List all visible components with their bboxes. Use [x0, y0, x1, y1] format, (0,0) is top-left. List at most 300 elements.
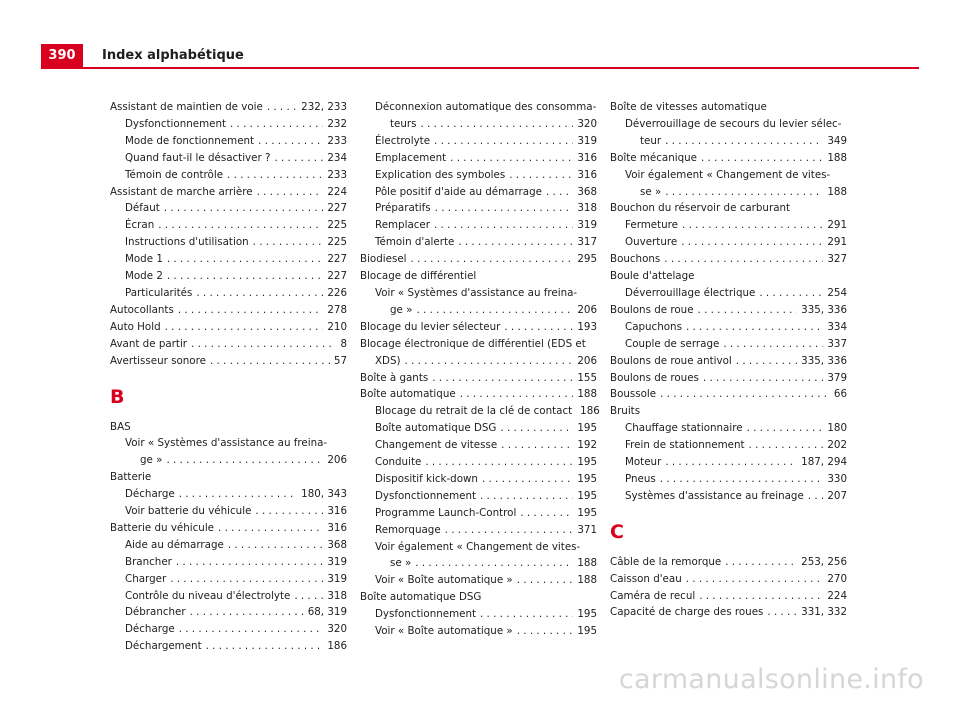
- index-subentry: [610, 420, 847, 437]
- index-subentry: [610, 116, 847, 150]
- watermark: carmanualsonline.info: [618, 664, 924, 695]
- dot-leader: [179, 621, 324, 638]
- page-reference: 187, 294: [801, 456, 847, 469]
- index-subentry: [110, 537, 347, 554]
- page-reference: 317: [577, 236, 597, 249]
- dot-leader: [421, 116, 574, 133]
- index-entry: [610, 604, 847, 621]
- entry-label: Remorquage: [375, 523, 441, 536]
- header-rule: [41, 67, 919, 69]
- index-subentry: [360, 454, 597, 471]
- entry-label: Voir également « Changement de vites-: [625, 168, 831, 181]
- page-reference: 318: [577, 202, 597, 215]
- page-reference: 371: [577, 523, 597, 536]
- page-reference: 195: [577, 506, 597, 519]
- dot-leader: [435, 200, 574, 217]
- index-subentry: [110, 285, 347, 302]
- index-entry: [110, 520, 347, 537]
- dot-leader: [210, 353, 330, 370]
- entry-label: Quand faut-il le désactiver ?: [125, 151, 271, 164]
- dot-leader: [178, 302, 324, 319]
- dot-leader: [736, 353, 797, 370]
- index-subentry: [610, 471, 847, 488]
- page-reference: 227: [327, 202, 347, 215]
- entry-label: Chauffage stationnaire: [625, 422, 743, 435]
- dot-leader: [482, 471, 573, 488]
- entry-label: Blocage du levier sélecteur: [360, 320, 501, 333]
- page-reference: 232, 233: [301, 101, 347, 113]
- dot-leader: [660, 471, 824, 488]
- entry-label: Déconnexion automatique des consomma-: [375, 101, 597, 113]
- index-entry: [610, 268, 847, 285]
- entry-label: Bouchon du réservoir de carburant: [610, 202, 791, 215]
- index-subentry: [360, 437, 597, 454]
- page-reference: 192: [577, 439, 597, 452]
- entry-label: Boulons de roue: [610, 303, 694, 316]
- dot-leader: [699, 588, 823, 605]
- entry-label: Fermeture: [625, 219, 679, 232]
- dot-leader: [660, 386, 830, 403]
- page-reference: 233: [327, 168, 347, 181]
- page-reference: 225: [327, 219, 347, 232]
- entry-label: Voir « Systèmes d'assistance au freina-: [125, 437, 328, 450]
- entry-label: Charger: [125, 572, 167, 585]
- page-reference: 320: [577, 117, 597, 130]
- entry-label: Batterie du véhicule: [110, 521, 215, 534]
- entry-label: BAS: [110, 420, 131, 433]
- index-entry: [360, 251, 597, 268]
- entry-label: Caisson d'eau: [610, 572, 682, 585]
- dot-leader: [480, 606, 573, 623]
- dot-leader: [686, 319, 823, 336]
- entry-label: Débrancher: [125, 606, 186, 619]
- page-reference: 379: [827, 371, 847, 384]
- entry-label: Blocage électronique de différentiel (EDS et: [360, 337, 586, 350]
- entry-label: Boussole: [610, 388, 657, 401]
- page-reference: 327: [827, 253, 847, 266]
- dot-leader: [504, 319, 573, 336]
- entry-label: Boulons de roues: [610, 371, 699, 384]
- page-reference: 202: [827, 439, 847, 452]
- dot-leader: [196, 285, 323, 302]
- dot-leader: [206, 638, 324, 655]
- index-entry: [110, 353, 347, 370]
- dot-leader: [158, 217, 323, 234]
- entry-label: Biodiesel: [360, 253, 407, 266]
- entry-label: Autocollants: [110, 303, 174, 316]
- entry-label: Dysfonctionnement: [125, 117, 227, 130]
- entry-label: Programme Launch-Control: [375, 506, 517, 519]
- index-subentry: [610, 167, 847, 201]
- dot-leader: [432, 370, 573, 387]
- index-entry: [360, 268, 597, 285]
- page-reference: 193: [577, 320, 597, 333]
- dot-leader: [747, 420, 824, 437]
- index-subentry: [610, 285, 847, 302]
- entry-label: Voir « Systèmes d'assistance au freina-: [375, 286, 578, 299]
- page-reference: 232: [327, 117, 347, 130]
- page-reference: 335, 336: [801, 354, 847, 367]
- entry-label: Instructions d'utilisation: [125, 236, 249, 249]
- entry-label: Boîte à gants: [360, 371, 429, 384]
- page-reference: 319: [327, 572, 347, 585]
- page-reference: 349: [827, 134, 847, 147]
- entry-label: Assistant de maintien de voie: [110, 101, 263, 113]
- index-entry: [360, 370, 597, 387]
- index-subentry: [110, 638, 347, 655]
- page-reference: 188: [577, 557, 597, 570]
- entry-label: Frein de stationnement: [625, 439, 745, 452]
- entry-label: se »: [390, 557, 412, 570]
- entry-label: Boîte de vitesses automatique: [610, 101, 767, 113]
- page-reference: 331, 332: [801, 606, 847, 619]
- index-entry: [360, 336, 597, 370]
- dot-leader: [267, 99, 297, 116]
- dot-leader: [480, 488, 573, 505]
- page-reference: 320: [327, 623, 347, 636]
- dot-leader: [517, 572, 574, 589]
- dot-leader: [274, 150, 323, 167]
- entry-label: Blocage de différentiel: [360, 270, 477, 283]
- index-subentry: [360, 522, 597, 539]
- page-reference: 186: [580, 405, 600, 418]
- entry-label: Couple de serrage: [625, 337, 720, 350]
- page-reference: 195: [577, 608, 597, 621]
- entry-label: Déchargement: [125, 640, 202, 653]
- entry-label: Auto Hold: [110, 320, 161, 333]
- dot-leader: [434, 217, 573, 234]
- index-subentry: [110, 435, 347, 469]
- index-subentry: [610, 217, 847, 234]
- page-reference: 155: [577, 371, 597, 384]
- dot-leader: [258, 133, 323, 150]
- page-reference: 337: [827, 337, 847, 350]
- page-reference: 186: [327, 640, 347, 653]
- index-subentry: [360, 150, 597, 167]
- page-reference: 57: [333, 354, 347, 367]
- index-entry: [110, 336, 347, 353]
- index-subentry: [110, 503, 347, 520]
- entry-label: se »: [640, 185, 662, 198]
- page-reference: 188: [827, 185, 847, 198]
- page-reference: 226: [327, 286, 347, 299]
- index-subentry: [110, 251, 347, 268]
- entry-label: Systèmes d'assistance au freinage: [625, 489, 804, 502]
- entry-label: Déverrouillage électrique: [625, 286, 756, 299]
- entry-label: Préparatifs: [375, 202, 431, 215]
- entry-label: Explication des symboles: [375, 168, 506, 181]
- page-reference: 270: [827, 572, 847, 585]
- index-subentry: [360, 285, 597, 319]
- index-subentry: [360, 167, 597, 184]
- dot-leader: [500, 420, 573, 437]
- index-subentry: [360, 505, 597, 522]
- entry-label: teurs: [390, 117, 417, 130]
- entry-label: Boule d'attelage: [610, 270, 695, 283]
- page-reference: 210: [327, 320, 347, 333]
- page-reference: 368: [577, 185, 597, 198]
- dot-leader: [227, 167, 323, 184]
- entry-label: Brancher: [125, 555, 172, 568]
- entry-label: Boîte mécanique: [610, 151, 697, 164]
- entry-label: XDS): [375, 354, 401, 367]
- dot-leader: [665, 184, 823, 201]
- index-subentry: [610, 319, 847, 336]
- entry-label: Blocage du retrait de la clé de contact: [375, 405, 573, 418]
- index-column-1: [110, 99, 347, 655]
- index-subentry: [110, 604, 347, 621]
- index-entry: [110, 319, 347, 336]
- dot-leader: [166, 452, 323, 469]
- index-entry: [360, 319, 597, 336]
- entry-label: Témoin de contrôle: [125, 168, 224, 181]
- page-reference: 224: [827, 589, 847, 602]
- entry-label: Ouverture: [625, 236, 678, 249]
- page-reference: 195: [577, 456, 597, 469]
- dot-leader: [257, 184, 324, 201]
- entry-label: Dysfonctionnement: [375, 489, 477, 502]
- entry-label: Boulons de roue antivol: [610, 354, 732, 367]
- dot-leader: [664, 251, 823, 268]
- entry-label: Décharge: [125, 488, 175, 501]
- dot-leader: [725, 554, 797, 571]
- dot-leader: [686, 571, 824, 588]
- index-entry: [610, 302, 847, 319]
- index-entry: [610, 251, 847, 268]
- index-subentry: [110, 200, 347, 217]
- page-reference: 233: [327, 134, 347, 147]
- dot-leader: [723, 336, 823, 353]
- entry-label: Électrolyte: [375, 134, 431, 147]
- index-subentry: [110, 486, 347, 503]
- index-entry: [110, 419, 347, 436]
- index-entry: [610, 150, 847, 167]
- index-entry: [610, 588, 847, 605]
- page-reference: 206: [327, 454, 347, 467]
- dot-leader: [665, 454, 797, 471]
- index-subentry: [610, 336, 847, 353]
- entry-label: Décharge: [125, 623, 175, 636]
- index-subentry: [110, 571, 347, 588]
- page-reference: 316: [577, 151, 597, 164]
- entry-label: Mode 2: [125, 270, 163, 283]
- index-subentry: [360, 234, 597, 251]
- index-entry: [610, 99, 847, 116]
- entry-label: Moteur: [625, 456, 662, 469]
- page-reference: 227: [327, 253, 347, 266]
- index-entry: [110, 469, 347, 486]
- dot-leader: [808, 488, 824, 505]
- entry-label: Voir batterie du véhicule: [125, 505, 252, 518]
- page-reference: 319: [327, 555, 347, 568]
- dot-leader: [665, 133, 823, 150]
- index-subentry: [110, 588, 347, 605]
- page-reference: 188: [577, 574, 597, 587]
- dot-leader: [255, 503, 323, 520]
- index-entry: [110, 184, 347, 201]
- page-reference: 188: [577, 388, 597, 401]
- entry-label: Bouchons: [610, 253, 661, 266]
- page-reference: 227: [327, 270, 347, 283]
- page-reference: 291: [827, 236, 847, 249]
- dot-leader: [434, 133, 573, 150]
- page-reference: 195: [577, 625, 597, 638]
- page-reference: 291: [827, 219, 847, 232]
- entry-label: Contrôle du niveau d'électrolyte: [125, 589, 291, 602]
- entry-label: Capacité de charge des roues: [610, 606, 764, 619]
- index-subentry: [360, 133, 597, 150]
- page-reference: 316: [327, 521, 347, 534]
- section-letter: C: [610, 520, 624, 543]
- index-subentry: [360, 606, 597, 623]
- entry-label: Dispositif kick-down: [375, 472, 478, 485]
- page-reference: 253, 256: [801, 555, 847, 568]
- entry-label: Avant de partir: [110, 337, 188, 350]
- dot-leader: [458, 234, 573, 251]
- index-subentry: [360, 539, 597, 573]
- dot-leader: [170, 571, 323, 588]
- index-entry: [610, 200, 847, 217]
- index-subentry: [110, 554, 347, 571]
- page-reference: 319: [577, 219, 597, 232]
- dot-leader: [701, 150, 823, 167]
- page-reference: 195: [577, 472, 597, 485]
- section-letter: B: [110, 385, 125, 408]
- index-column-2: [360, 99, 600, 640]
- dot-leader: [415, 555, 573, 572]
- entry-label: Défaut: [125, 202, 160, 215]
- entry-label: Particularités: [125, 286, 193, 299]
- index-entry: [610, 386, 847, 403]
- page-reference: 8: [340, 337, 347, 350]
- index-subentry: [610, 454, 847, 471]
- page-reference: 318: [327, 589, 347, 602]
- index-subentry: [110, 217, 347, 234]
- dot-leader: [191, 336, 336, 353]
- page-reference: 316: [327, 505, 347, 518]
- index-subentry: [360, 217, 597, 234]
- page-reference: 66: [833, 388, 847, 401]
- index-subentry: [360, 471, 597, 488]
- entry-label: teur: [640, 134, 662, 147]
- entry-label: Mode 1: [125, 253, 163, 266]
- page-reference: 195: [577, 422, 597, 435]
- dot-leader: [165, 319, 324, 336]
- index-column-3: [610, 99, 847, 621]
- index-entry: [360, 589, 597, 606]
- entry-label: Boîte automatique DSG: [360, 591, 482, 604]
- entry-label: ge »: [390, 303, 413, 316]
- dot-leader: [416, 302, 573, 319]
- index-subentry: [360, 420, 597, 437]
- index-entry: [610, 571, 847, 588]
- entry-label: Pôle positif d'aide au démarrage: [375, 185, 542, 198]
- index-subentry: [110, 268, 347, 285]
- dot-leader: [509, 167, 573, 184]
- dot-leader: [179, 486, 297, 503]
- page-reference: 335, 336: [801, 303, 847, 316]
- page-reference: 206: [577, 354, 597, 367]
- index-subentry: [110, 116, 347, 133]
- index-subentry: [360, 99, 597, 133]
- index-subentry: [360, 403, 600, 420]
- entry-label: Dysfonctionnement: [375, 608, 477, 621]
- page-reference: 368: [327, 538, 347, 551]
- dot-leader: [228, 537, 324, 554]
- dot-leader: [411, 251, 574, 268]
- page-reference: 334: [827, 320, 847, 333]
- index-entry: [360, 386, 597, 403]
- index-subentry: [110, 167, 347, 184]
- dot-leader: [167, 268, 323, 285]
- entry-label: Pneus: [625, 472, 656, 485]
- dot-leader: [176, 554, 323, 571]
- index-entry: [610, 353, 847, 370]
- index-subentry: [110, 133, 347, 150]
- dot-leader: [460, 386, 574, 403]
- entry-label: Boîte automatique: [360, 388, 456, 401]
- entry-label: Avertisseur sonore: [110, 354, 206, 367]
- dot-leader: [703, 370, 823, 387]
- entry-label: Écran: [125, 219, 155, 232]
- index-subentry: [610, 234, 847, 251]
- dot-leader: [501, 437, 573, 454]
- page-reference: 225: [327, 236, 347, 249]
- page-reference: 319: [577, 134, 597, 147]
- entry-label: ge »: [140, 454, 163, 467]
- entry-label: Remplacer: [375, 219, 430, 232]
- index-subentry: [360, 623, 597, 640]
- index-subentry: [360, 184, 597, 201]
- page-reference: 234: [327, 151, 347, 164]
- page-reference: 224: [327, 185, 347, 198]
- dot-leader: [682, 217, 823, 234]
- entry-label: Câble de la remorque: [610, 555, 722, 568]
- page-number: 390: [41, 44, 83, 68]
- index-entry: [610, 403, 847, 420]
- dot-leader: [167, 251, 323, 268]
- entry-label: Aide au démarrage: [125, 538, 224, 551]
- dot-leader: [517, 623, 574, 640]
- page-reference: 330: [827, 472, 847, 485]
- dot-leader: [698, 302, 798, 319]
- page-reference: 188: [827, 151, 847, 164]
- entry-label: Déverrouillage de secours du levier sélec-: [625, 117, 842, 130]
- page-reference: 278: [327, 303, 347, 316]
- dot-leader: [450, 150, 573, 167]
- entry-label: Changement de vitesse: [375, 439, 498, 452]
- index-subentry: [360, 200, 597, 217]
- entry-label: Assistant de marche arrière: [110, 185, 253, 198]
- dot-leader: [218, 520, 323, 537]
- entry-label: Conduite: [375, 456, 422, 469]
- page-reference: 207: [827, 489, 847, 502]
- entry-label: Bruits: [610, 405, 641, 418]
- dot-leader: [164, 200, 324, 217]
- index-subentry: [360, 572, 597, 589]
- entry-label: Témoin d'alerte: [375, 236, 455, 249]
- index-subentry: [110, 150, 347, 167]
- dot-leader: [445, 522, 574, 539]
- dot-leader: [405, 353, 574, 370]
- index-subentry: [360, 488, 597, 505]
- page-reference: 295: [577, 253, 597, 266]
- dot-leader: [253, 234, 324, 251]
- dot-leader: [425, 454, 573, 471]
- dot-leader: [681, 234, 823, 251]
- index-subentry: [610, 437, 847, 454]
- dot-leader: [230, 116, 323, 133]
